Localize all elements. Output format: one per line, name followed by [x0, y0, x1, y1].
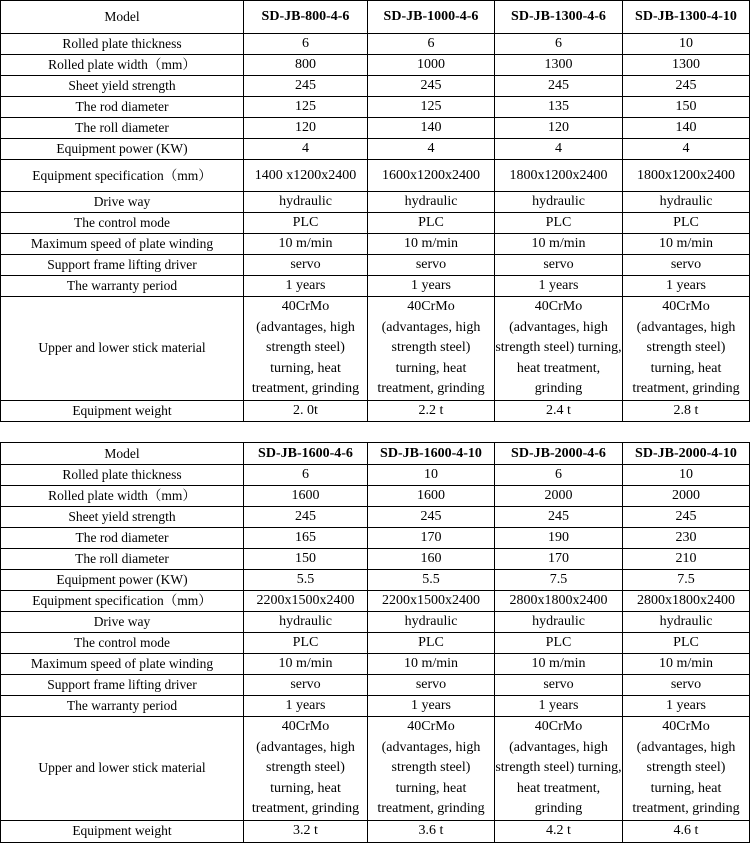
- table-row: [1, 507, 750, 528]
- row-label: Sheet yield strength: [1, 507, 244, 528]
- value-cell: 170: [495, 549, 623, 570]
- value-cell: 800: [244, 55, 368, 76]
- value-cell: 160: [368, 549, 495, 570]
- value-cell: 2.4 t: [495, 400, 623, 421]
- model-name: SD-JB-800-4-6: [244, 1, 368, 34]
- material-cell: [623, 297, 750, 401]
- material-line: turning, heat: [650, 360, 722, 376]
- row-label: Drive way: [1, 612, 244, 633]
- material-cell: [244, 717, 368, 821]
- row-label: Upper and lower stick material: [1, 717, 244, 821]
- material-cell: [244, 297, 368, 401]
- value-cell: 10 m/min: [368, 234, 495, 255]
- spec-table-body: [1, 443, 750, 843]
- table-row: [1, 192, 750, 213]
- value-cell: 125: [244, 97, 368, 118]
- row-label: The control mode: [1, 633, 244, 654]
- table-row: [1, 591, 750, 612]
- material-line: 40CrMo: [407, 719, 455, 734]
- value-cell: 6: [244, 34, 368, 55]
- value-cell: 1 years: [623, 276, 750, 297]
- value-cell: servo: [368, 255, 495, 276]
- material-line: heat treatment,: [516, 780, 601, 796]
- table-row: [1, 820, 750, 842]
- table-row: [1, 55, 750, 76]
- material-line: 40CrMo: [281, 299, 330, 314]
- value-cell: 3.2 t: [244, 820, 368, 842]
- value-cell: 135: [495, 97, 623, 118]
- row-label: Support frame lifting driver: [1, 675, 244, 696]
- value-cell: PLC: [244, 213, 368, 234]
- value-cell: hydraulic: [623, 612, 750, 633]
- value-cell: 4: [368, 139, 495, 160]
- table-row: [1, 675, 750, 696]
- value-cell: 165: [244, 528, 368, 549]
- table-row: [1, 633, 750, 654]
- value-cell: PLC: [244, 633, 368, 654]
- value-cell: hydraulic: [495, 612, 623, 633]
- material-line: (advantages, high: [509, 319, 608, 335]
- value-cell: 1800x1200x2400: [623, 160, 750, 192]
- spec-table-2: [0, 442, 750, 843]
- value-cell: servo: [623, 675, 750, 696]
- value-cell: 1 years: [623, 696, 750, 717]
- table-header-row: [1, 1, 750, 34]
- model-name: SD-JB-1600-4-10: [368, 443, 495, 465]
- material-line: turning, heat: [395, 360, 467, 376]
- value-cell: 245: [623, 507, 750, 528]
- value-cell: 2.2 t: [368, 400, 495, 421]
- value-cell: 10 m/min: [495, 654, 623, 675]
- value-cell: servo: [368, 675, 495, 696]
- row-label: The rod diameter: [1, 528, 244, 549]
- value-cell: 1 years: [244, 696, 368, 717]
- table-row: [1, 486, 750, 507]
- model-name: SD-JB-1300-4-10: [623, 1, 750, 34]
- row-label: Sheet yield strength: [1, 76, 244, 97]
- value-cell: 190: [495, 528, 623, 549]
- row-label: Maximum speed of plate winding: [1, 654, 244, 675]
- material-line: 40CrMo: [281, 719, 330, 734]
- value-cell: 120: [244, 118, 368, 139]
- value-cell: 2800x1800x2400: [623, 591, 750, 612]
- row-label: Rolled plate width（mm）: [1, 55, 244, 76]
- value-cell: 2200x1500x2400: [244, 591, 368, 612]
- value-cell: 150: [623, 97, 750, 118]
- table-row: [1, 400, 750, 421]
- model-name: SD-JB-1300-4-6: [495, 1, 623, 34]
- value-cell: hydraulic: [623, 192, 750, 213]
- material-line: treatment, grinding: [377, 381, 485, 397]
- value-cell: 10 m/min: [495, 234, 623, 255]
- value-cell: 4: [244, 139, 368, 160]
- table-row: [1, 213, 750, 234]
- material-line: 40CrMo: [407, 299, 455, 314]
- row-label: Equipment weight: [1, 400, 244, 421]
- table-row: [1, 160, 750, 192]
- value-cell: 5.5: [368, 570, 495, 591]
- value-cell: servo: [495, 255, 623, 276]
- material-line: (advantages, high: [636, 739, 736, 755]
- value-cell: 4.6 t: [623, 820, 750, 842]
- header-label: Model: [1, 443, 244, 465]
- value-cell: 6: [495, 34, 623, 55]
- material-line: strength steel): [391, 760, 471, 776]
- row-label: The roll diameter: [1, 118, 244, 139]
- table-row: [1, 97, 750, 118]
- material-line: strength steel) turning,: [495, 760, 622, 776]
- row-label: Equipment power (KW): [1, 570, 244, 591]
- value-cell: 1800x1200x2400: [495, 160, 623, 192]
- material-cell: [495, 717, 623, 821]
- material-line: (advantages, high: [636, 319, 736, 335]
- value-cell: 4: [623, 139, 750, 160]
- value-cell: 3.6 t: [368, 820, 495, 842]
- table-row: [1, 234, 750, 255]
- value-cell: hydraulic: [495, 192, 623, 213]
- table-row: [1, 139, 750, 160]
- material-line: strength steel): [646, 760, 726, 776]
- value-cell: servo: [244, 675, 368, 696]
- material-line: strength steel) turning,: [495, 340, 622, 356]
- row-label: Equipment weight: [1, 820, 244, 842]
- table-row: [1, 549, 750, 570]
- row-label: Rolled plate thickness: [1, 34, 244, 55]
- row-label: Support frame lifting driver: [1, 255, 244, 276]
- row-label: Drive way: [1, 192, 244, 213]
- value-cell: servo: [244, 255, 368, 276]
- material-cell: [368, 297, 495, 401]
- value-cell: hydraulic: [244, 612, 368, 633]
- value-cell: hydraulic: [244, 192, 368, 213]
- value-cell: PLC: [495, 213, 623, 234]
- row-label: The roll diameter: [1, 549, 244, 570]
- table-row: [1, 696, 750, 717]
- table-row: [1, 528, 750, 549]
- value-cell: 2. 0t: [244, 400, 368, 421]
- value-cell: PLC: [368, 213, 495, 234]
- value-cell: 230: [623, 528, 750, 549]
- value-cell: 2200x1500x2400: [368, 591, 495, 612]
- table-row: [1, 297, 750, 401]
- material-line: treatment, grinding: [251, 801, 360, 817]
- value-cell: 245: [495, 76, 623, 97]
- value-cell: servo: [623, 255, 750, 276]
- material-line: strength steel): [391, 340, 471, 356]
- value-cell: 2000: [623, 486, 750, 507]
- value-cell: 6: [495, 465, 623, 486]
- row-label: The control mode: [1, 213, 244, 234]
- value-cell: 1400 x1200x2400: [244, 160, 368, 192]
- row-label: Equipment specification（mm）: [1, 160, 244, 192]
- table-row: [1, 118, 750, 139]
- table-row: [1, 276, 750, 297]
- row-label: Rolled plate width（mm）: [1, 486, 244, 507]
- value-cell: 5.5: [244, 570, 368, 591]
- material-cell: [495, 297, 623, 401]
- value-cell: 2000: [495, 486, 623, 507]
- value-cell: 245: [368, 507, 495, 528]
- material-line: (advantages, high: [509, 739, 608, 755]
- value-cell: 125: [368, 97, 495, 118]
- table-row: [1, 570, 750, 591]
- table-row: [1, 76, 750, 97]
- value-cell: 6: [368, 34, 495, 55]
- header-label: Model: [1, 1, 244, 34]
- row-label: The rod diameter: [1, 97, 244, 118]
- material-line: treatment, grinding: [632, 801, 740, 817]
- model-name: SD-JB-1000-4-6: [368, 1, 495, 34]
- value-cell: 10 m/min: [623, 234, 750, 255]
- row-label: Equipment specification（mm）: [1, 591, 244, 612]
- row-label: Equipment power (KW): [1, 139, 244, 160]
- table-row: [1, 717, 750, 821]
- value-cell: 1600: [244, 486, 368, 507]
- material-line: treatment, grinding: [251, 381, 360, 397]
- material-line: heat treatment,: [516, 360, 601, 376]
- value-cell: 245: [244, 76, 368, 97]
- material-line: treatment, grinding: [632, 381, 740, 397]
- material-line: (advantages, high: [256, 739, 355, 755]
- value-cell: 4.2 t: [495, 820, 623, 842]
- value-cell: 150: [244, 549, 368, 570]
- value-cell: 2800x1800x2400: [495, 591, 623, 612]
- material-line: 40CrMo: [662, 299, 710, 314]
- value-cell: 245: [495, 507, 623, 528]
- row-label: Rolled plate thickness: [1, 465, 244, 486]
- material-line: strength steel): [266, 340, 345, 356]
- value-cell: 7.5: [623, 570, 750, 591]
- value-cell: servo: [495, 675, 623, 696]
- material-line: grinding: [534, 381, 583, 397]
- value-cell: 140: [623, 118, 750, 139]
- material-line: (advantages, high: [256, 319, 355, 335]
- model-name: SD-JB-1600-4-6: [244, 443, 368, 465]
- value-cell: 1000: [368, 55, 495, 76]
- value-cell: 10: [623, 34, 750, 55]
- material-line: turning, heat: [270, 780, 341, 796]
- row-label: The warranty period: [1, 276, 244, 297]
- value-cell: 1600: [368, 486, 495, 507]
- material-line: strength steel): [646, 340, 726, 356]
- material-line: turning, heat: [395, 780, 467, 796]
- model-name: SD-JB-2000-4-10: [623, 443, 750, 465]
- row-label: Upper and lower stick material: [1, 297, 244, 401]
- material-cell: [368, 717, 495, 821]
- value-cell: 6: [244, 465, 368, 486]
- value-cell: 10: [623, 465, 750, 486]
- value-cell: 245: [244, 507, 368, 528]
- value-cell: 10 m/min: [623, 654, 750, 675]
- row-label: The warranty period: [1, 696, 244, 717]
- value-cell: 10 m/min: [244, 234, 368, 255]
- table-row: [1, 34, 750, 55]
- value-cell: PLC: [623, 633, 750, 654]
- material-line: (advantages, high: [381, 319, 481, 335]
- value-cell: PLC: [495, 633, 623, 654]
- table-row: [1, 465, 750, 486]
- material-line: treatment, grinding: [377, 801, 485, 817]
- value-cell: 1600x1200x2400: [368, 160, 495, 192]
- material-line: turning, heat: [270, 360, 341, 376]
- table-row: [1, 612, 750, 633]
- material-line: 40CrMo: [534, 299, 583, 314]
- table-row: [1, 255, 750, 276]
- value-cell: PLC: [623, 213, 750, 234]
- table-row: [1, 654, 750, 675]
- value-cell: 1300: [495, 55, 623, 76]
- material-line: turning, heat: [650, 780, 722, 796]
- value-cell: 10 m/min: [368, 654, 495, 675]
- value-cell: 1 years: [244, 276, 368, 297]
- value-cell: 1 years: [368, 276, 495, 297]
- value-cell: hydraulic: [368, 192, 495, 213]
- material-line: strength steel): [266, 760, 345, 776]
- value-cell: PLC: [368, 633, 495, 654]
- value-cell: 10 m/min: [244, 654, 368, 675]
- row-label: Maximum speed of plate winding: [1, 234, 244, 255]
- value-cell: 7.5: [495, 570, 623, 591]
- value-cell: 1 years: [495, 696, 623, 717]
- model-name: SD-JB-2000-4-6: [495, 443, 623, 465]
- value-cell: 1300: [623, 55, 750, 76]
- material-line: (advantages, high: [381, 739, 481, 755]
- value-cell: 210: [623, 549, 750, 570]
- value-cell: 170: [368, 528, 495, 549]
- value-cell: 4: [495, 139, 623, 160]
- value-cell: 10: [368, 465, 495, 486]
- value-cell: hydraulic: [368, 612, 495, 633]
- value-cell: 1 years: [495, 276, 623, 297]
- material-line: grinding: [534, 801, 583, 817]
- material-cell: [623, 717, 750, 821]
- value-cell: 140: [368, 118, 495, 139]
- value-cell: 245: [368, 76, 495, 97]
- value-cell: 2.8 t: [623, 400, 750, 421]
- value-cell: 245: [623, 76, 750, 97]
- material-line: 40CrMo: [534, 719, 583, 734]
- value-cell: 120: [495, 118, 623, 139]
- value-cell: 1 years: [368, 696, 495, 717]
- table-header-row: [1, 443, 750, 465]
- material-line: 40CrMo: [662, 719, 710, 734]
- spec-table-body: [1, 1, 750, 422]
